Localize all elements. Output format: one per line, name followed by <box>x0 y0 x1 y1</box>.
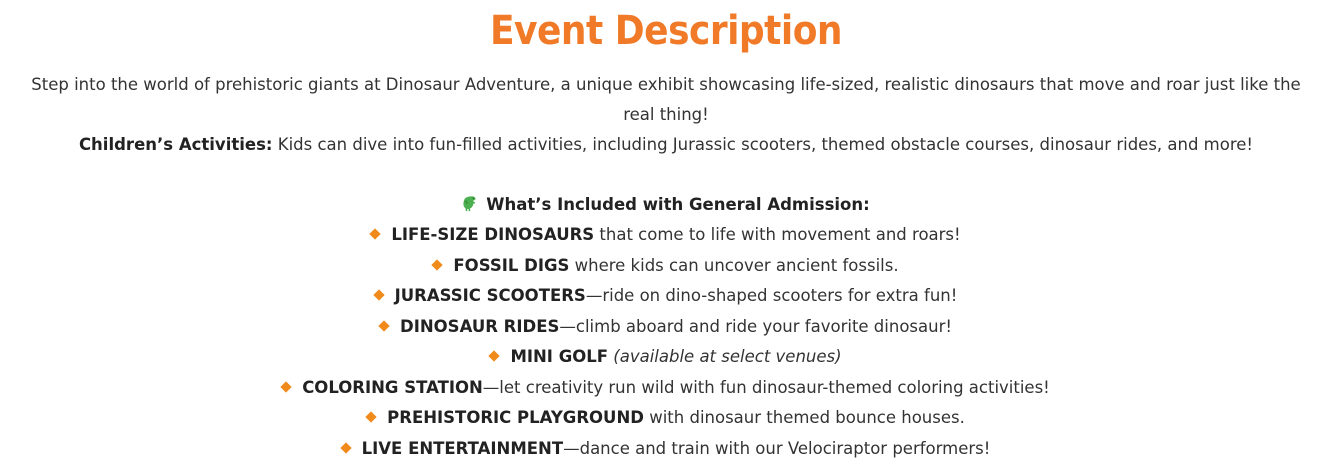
feature-name: PREHISTORIC PLAYGROUND <box>387 408 644 427</box>
feature-name: LIVE ENTERTAINMENT <box>361 438 564 458</box>
section-title: Event Description <box>489 8 843 54</box>
features-list <box>16 220 1316 464</box>
list-item <box>16 312 1316 343</box>
feature-name: COLORING STATION <box>302 377 483 397</box>
feature-name: JURASSIC SCOOTERS <box>394 286 586 305</box>
feature-desc: that come to life with movement and roars! <box>594 225 961 244</box>
feature-name: MINI GOLF <box>510 347 609 366</box>
list-item <box>16 373 1316 404</box>
feature-desc: —let creativity run wild with fun dinosaur-themed coloring activities! <box>482 377 1050 397</box>
intro-paragraph: Step into the world of prehistoric giants at Dinosaur Adventure, a unique exhibit showcasing life-sized, realistic dinosaurs that move and roar just like the real thing! <box>31 75 1301 124</box>
orange-diamond-icon <box>373 289 384 300</box>
feature-name: FOSSIL DIGS <box>453 255 570 275</box>
feature-desc: —ride on dino-shaped scooters for extra fun! <box>585 286 958 305</box>
feature-name: DINOSAUR RIDES <box>400 316 560 336</box>
event-description-section <box>16 0 1316 464</box>
orange-diamond-icon <box>365 411 376 422</box>
included-heading-text: What’s Included with General Admission: <box>486 195 870 214</box>
list-item <box>16 220 1316 251</box>
feature-desc: (available at select venues) <box>608 347 842 366</box>
orange-diamond-icon <box>370 228 381 239</box>
feature-desc: where kids can uncover ancient fossils. <box>569 255 899 275</box>
list-item <box>16 434 1316 465</box>
childrens-activities-paragraph <box>16 130 1316 160</box>
t-rex-icon <box>462 195 480 213</box>
orange-diamond-icon <box>281 381 292 392</box>
orange-diamond-icon <box>340 442 351 453</box>
orange-diamond-icon <box>489 350 500 361</box>
feature-desc: with dinosaur themed bounce houses. <box>643 408 965 427</box>
childrens-activities-label: Children’s Activities: <box>78 135 273 154</box>
list-item <box>16 342 1316 373</box>
list-item <box>16 281 1316 312</box>
feature-desc: —climb aboard and ride your favorite dinosaur! <box>559 316 952 336</box>
childrens-activities-text: Kids can dive into fun-filled activities, including Jurassic scooters, themed obstacle courses, dinosaur rides, and more! <box>272 135 1254 154</box>
list-item <box>16 403 1316 434</box>
feature-desc: —dance and train with our Velociraptor performers! <box>563 438 991 458</box>
orange-diamond-icon <box>378 320 389 331</box>
list-item <box>16 251 1316 282</box>
feature-name: LIFE-SIZE DINOSAURS <box>391 225 595 244</box>
spacer <box>16 160 1316 190</box>
included-heading <box>16 190 1316 220</box>
orange-diamond-icon <box>432 259 443 270</box>
